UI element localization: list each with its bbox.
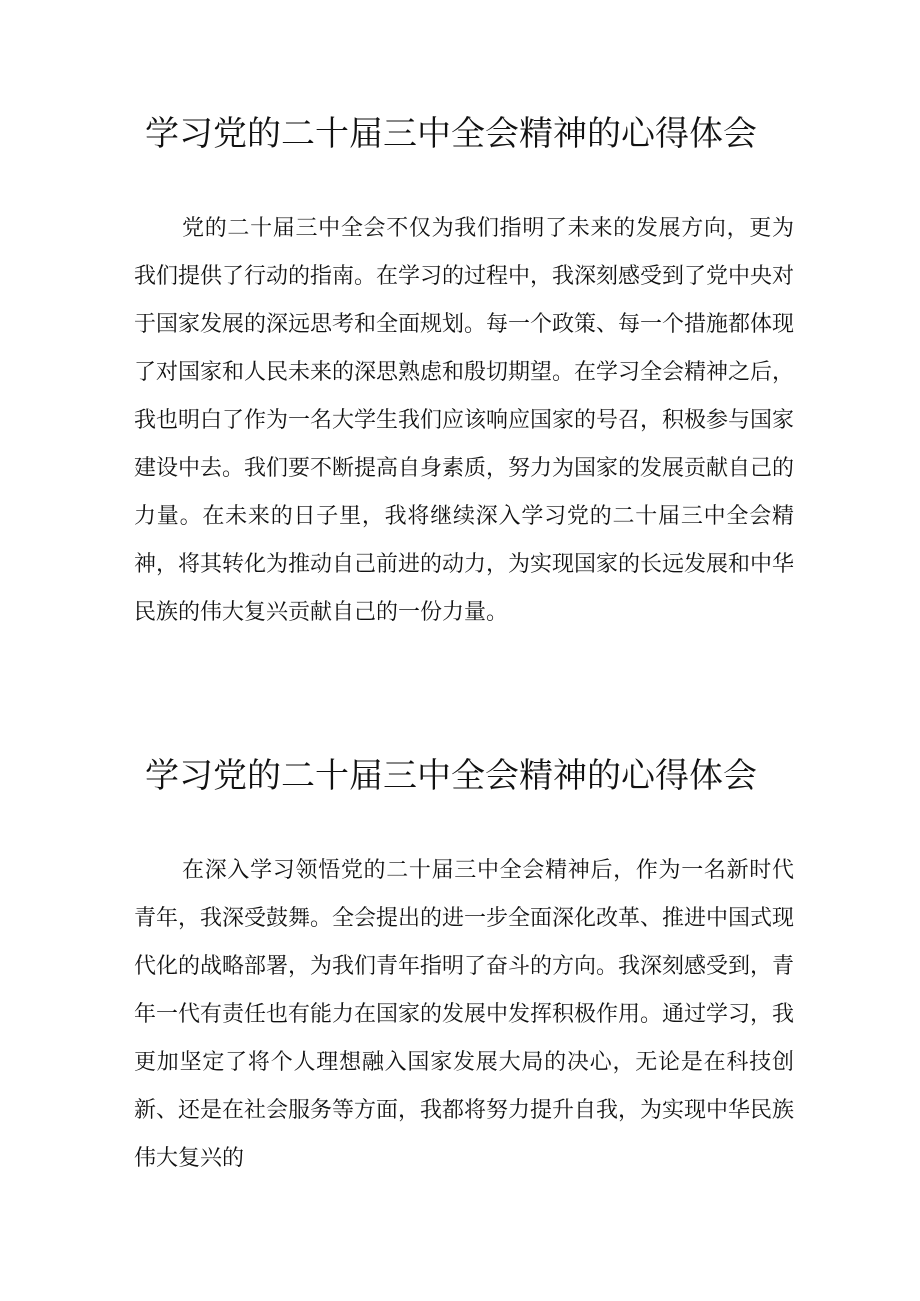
section-title-1: 学习党的二十届三中全会精神的心得体会 [145, 114, 757, 154]
section-body-1: 党的二十届三中全会不仅为我们指明了未来的发展方向，更为我们提供了行动的指南。在学习的过程中，我深刻感受到了党中央对于国家发展的深远思考和全面规划。每一个政策、每一个措施都体现了对国家和人民未来的深思熟虑和殷切期望。在学习全会精神之后，我也明白了作为一名大学生我们应该响应国家的号召，积极参与国家建设中去。我们要不断提高自身素质，努力为国家的发展贡献自己的力量。在未来的日子里，我将继续深入学习党的二十届三中全会精神，将其转化为推动自己前进的动力，为实现国家的长远发展和中华民族的伟大复兴贡献自己的一份力量。 [134, 216, 795, 625]
section-body-2: 在深入学习领悟党的二十届三中全会精神后，作为一名新时代青年，我深受鼓舞。全会提出的进一步全面深化改革、推进中国式现代化的战略部署，为我们青年指明了奋斗的方向。我深刻感受到，青年一代有责任也有能力在国家的发展中发挥积极作用。通过学习，我更加坚定了将个人理想融入国家发展大局的决心，无论是在科技创新、还是在社会服务等方面，我都将努力提升自我，为实现中华民族伟大复兴的 [134, 858, 795, 1171]
section-title-2: 学习党的二十届三中全会精神的心得体会 [145, 756, 757, 796]
